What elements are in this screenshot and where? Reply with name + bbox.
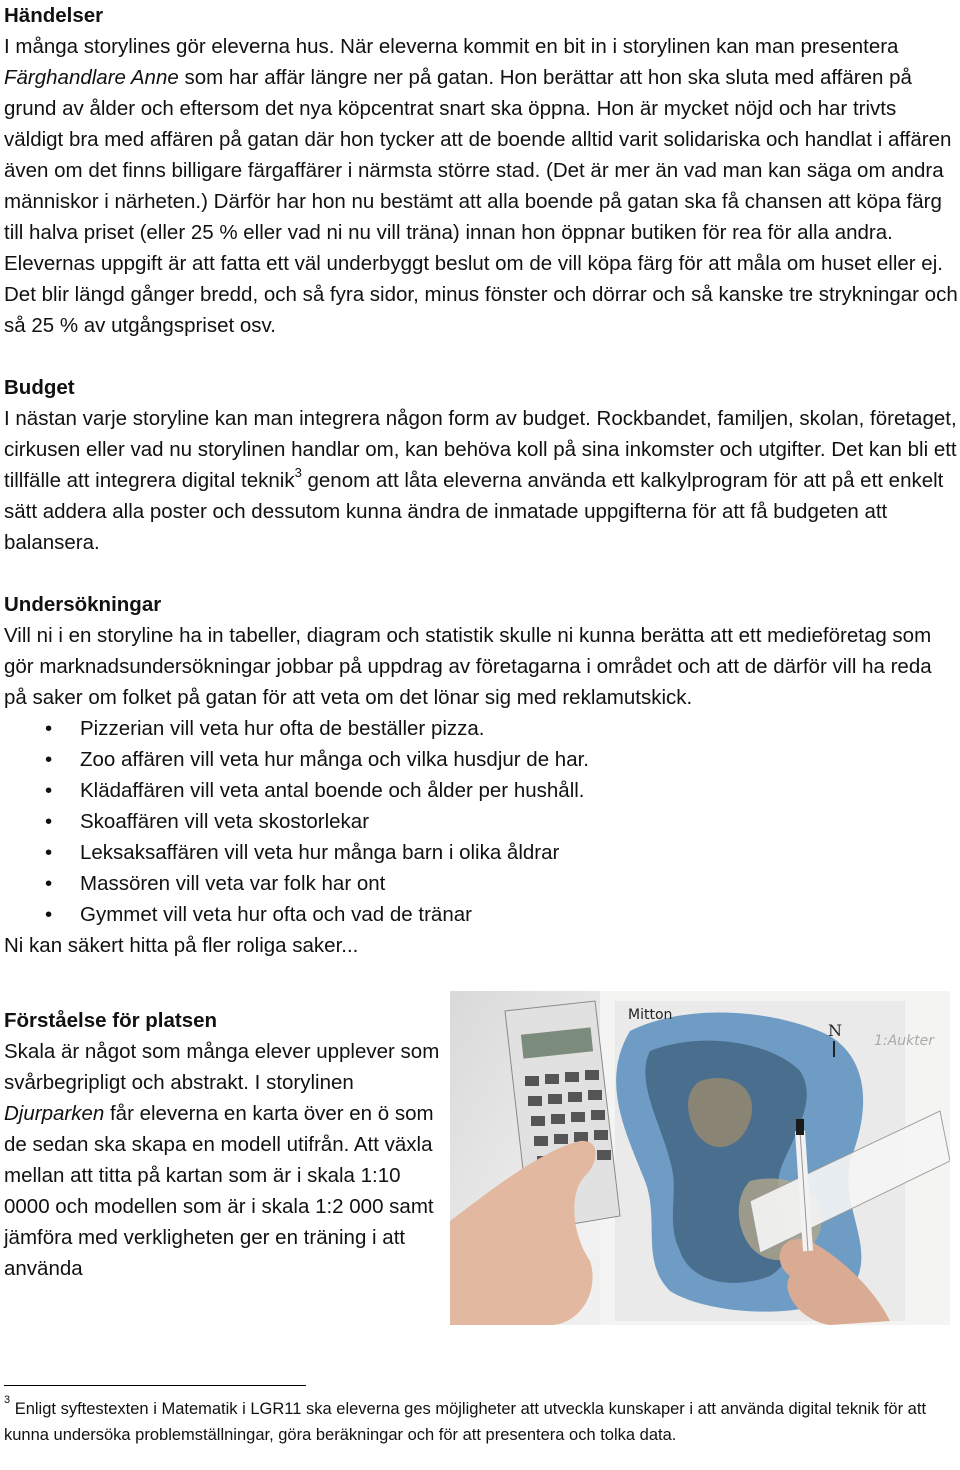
- bullet-icon: •: [45, 748, 53, 771]
- platsen-text-column: [4, 1005, 444, 1284]
- paragraph-handelser: [4, 31, 958, 341]
- list-item: [4, 806, 958, 837]
- list-item: [4, 713, 958, 744]
- footnote-reference: 3: [294, 465, 302, 481]
- paragraph-undersokningar: Vill ni i en storyline ha in tabeller, diagram och statistik skulle ni kunna berätta att ett medieföretag som gör marknadsundersökningar jobbar på uppdrag av företagarna i området och att de därför vill ha reda på saker om folket på gatan för att veta om det lönar sig med reklamutskick.: [4, 624, 932, 709]
- bullet-icon: •: [45, 841, 53, 864]
- map-label: Mitton: [628, 1007, 673, 1023]
- list-item-text: Pizzerian vill veta hur ofta de beställer pizza.: [80, 717, 485, 740]
- footnote: [4, 1393, 934, 1448]
- list-item-text: Skoaffären vill veta skostorlekar: [80, 810, 370, 833]
- bullet-icon: •: [45, 810, 53, 833]
- list-item: [4, 775, 958, 806]
- bullet-icon: •: [45, 903, 53, 926]
- document-page: [4, 0, 958, 1361]
- paragraph-text: får eleverna en karta över en ö som de sedan ska skapa en modell utifrån. Att växla mellan att titta på kartan som är i skala 1:10 0000 och modellen som är i skala 1:2 000 samt jämföra med verkligheten ger en träning i att använda: [4, 1102, 434, 1280]
- bullet-icon: •: [45, 779, 53, 802]
- list-item: [4, 744, 958, 775]
- paragraph-text: I nästan varje storyline kan man integrera någon form av budget. Rockbandet, familjen, skolan, företaget, cirkusen eller vad nu storylinen handlar om, kan behöva koll på sina inkomster och utgifter. Det kan bli ett tillfälle att integrera digital teknik: [4, 407, 957, 492]
- list-item: [4, 899, 958, 930]
- section-title-undersokningar: Undersökningar: [4, 593, 162, 616]
- paragraph-text: Skala är något som många elever upplever som svårbegripligt och abstrakt. I storylinen: [4, 1040, 440, 1094]
- paragraph-budget: [4, 403, 958, 558]
- section-title-platsen: Förståelse för platsen: [4, 1009, 218, 1032]
- survey-list: [4, 713, 958, 930]
- north-label: N: [828, 1021, 842, 1040]
- list-item-text: Gymmet vill veta hur ofta och vad de tränar: [80, 903, 472, 926]
- photo-map-calculator: [450, 991, 950, 1325]
- list-item-text: Leksaksaffären vill veta hur många barn i olika åldrar: [80, 841, 560, 864]
- paragraph-text: som har affär längre ner på gatan. Hon berättar att hon ska sluta med affären på grund av ålder och eftersom det nya köpcentrat snart ska öppna. Hon är mycket nöjd och har trivts väldigt bra med affären på gatan där hon tycker att de boende alltid varit solidariska och handlat i affären även om det finns billigare färgaffärer i närmsta större stad. (Det är mer än vad man kan säga om andra människor i närheten.) Därför har hon nu bestämt att alla boende på gatan ska få chansen att köpa färg till halva priset (eller 25 % eller vad ni nu vill träna) innan hon öppnar butiken för rea för alla andra. Elevernas uppgift är att fatta ett väl underbyggt beslut om de vill köpa färg för att måla om huset eller ej. Det blir längd gånger bredd, och så fyra sidor, minus fönster och dörrar och så kanske tre strykningar och så 25 % av utgångspriset osv.: [4, 66, 958, 337]
- bullet-icon: •: [45, 872, 53, 895]
- section-title-budget: Budget: [4, 376, 75, 399]
- bullet-icon: •: [45, 717, 53, 740]
- footnote-number: 3: [4, 1393, 11, 1406]
- list-item: [4, 837, 958, 868]
- paragraph-platsen: [4, 1036, 444, 1284]
- photo-illustration: [450, 991, 950, 1325]
- footnote-text: Enligt syftestexten i Matematik i LGR11 ska eleverna ges möjligheter att utveckla kunskaper i att använda digital teknik för att kunna undersöka problemställningar, göra beräkningar och för att presentera och tolka data.: [4, 1400, 927, 1444]
- section-title-handelser: Händelser: [4, 4, 104, 27]
- list-item-text: Massören vill veta var folk har ont: [80, 872, 386, 895]
- list-item-text: Zoo affären vill veta hur många och vilka husdjur de har.: [80, 748, 589, 771]
- paragraph-closing: Ni kan säkert hitta på fler roliga saker...: [4, 934, 359, 957]
- paragraph-text: I många storylines gör eleverna hus. När eleverna kommit en bit in i storylinen kan man presentera: [4, 35, 899, 58]
- paragraph-text: genom att låta eleverna använda ett kalkylprogram för att på ett enkelt sätt addera alla poster och dessutom kunna ändra de inmatade uppgifterna för att få budgeten att balansera.: [4, 469, 944, 554]
- paper-label: 1:Aukter: [874, 1033, 935, 1049]
- emphasis-text: Färghandlare Anne: [4, 66, 179, 89]
- section-platsen: [4, 991, 958, 1361]
- footnote-separator: [4, 1385, 306, 1386]
- list-item: [4, 868, 958, 899]
- list-item-text: Klädaffären vill veta antal boende och ålder per hushåll.: [80, 779, 585, 802]
- emphasis-text: Djurparken: [4, 1102, 105, 1125]
